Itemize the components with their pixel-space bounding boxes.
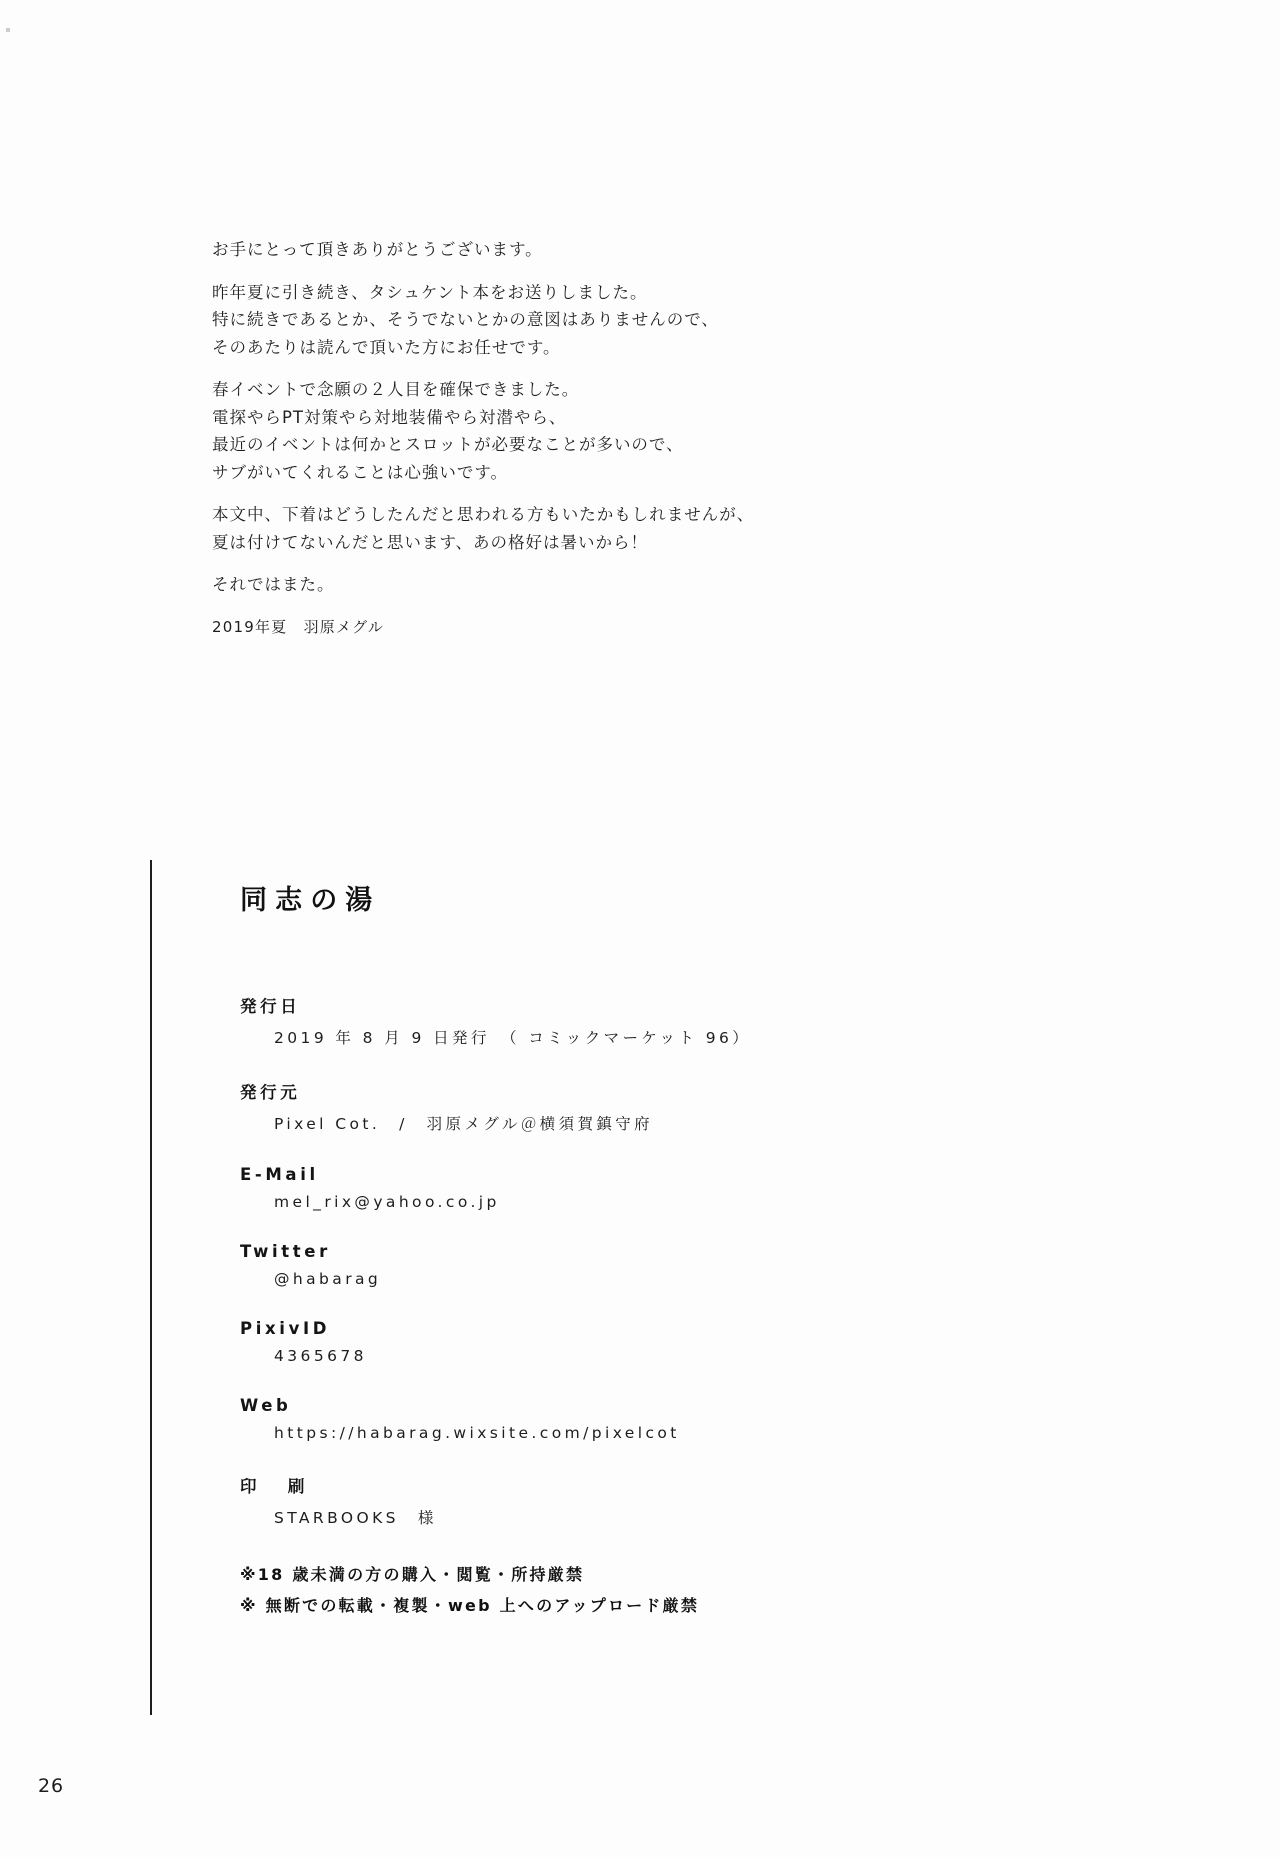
afterword-paragraph	[212, 577, 912, 594]
afterword-line: そのあたりは読んで頂いた方にお任せです。	[212, 337, 561, 357]
afterword-text	[212, 242, 912, 635]
afterword-paragraph	[212, 282, 912, 357]
colophon-field-twitter	[240, 1242, 850, 1288]
afterword-line: それではまた。	[212, 575, 335, 594]
page-number: 26	[38, 1775, 65, 1797]
colophon-notices	[240, 1562, 850, 1616]
afterword-paragraph	[212, 242, 912, 259]
colophon-field-web	[240, 1396, 850, 1442]
colophon-field-publication-date	[240, 993, 850, 1048]
afterword-line: 本文中、下着はどうしたんだと思われる方もいたかもしれませんが、	[212, 505, 755, 524]
field-label: 発行元	[240, 1083, 301, 1102]
colophon-field-printer	[240, 1473, 850, 1528]
colophon	[150, 860, 850, 1715]
field-label: E-Mail	[240, 1165, 319, 1184]
notice-age-restriction: ※18 歳未満の方の購入・閲覧・所持厳禁	[240, 1565, 585, 1584]
afterword-line: 春イベントで念願の２人目を確保できました。	[212, 380, 580, 399]
colophon-field-publisher	[240, 1079, 850, 1134]
field-value[interactable]: mel_rix@yahoo.co.jp	[274, 1193, 500, 1211]
colophon-fields	[240, 993, 850, 1528]
field-label: Twitter	[240, 1242, 331, 1261]
afterword-line: 電探やらPT対策やら対地装備やら対潜やら、	[212, 407, 567, 427]
field-value[interactable]: @habarag	[274, 1270, 382, 1288]
afterword-paragraph	[212, 507, 912, 551]
notice-reproduction-ban: ※ 無断での転載・複製・web 上へのアップロード厳禁	[240, 1596, 700, 1615]
field-value[interactable]: https://habarag.wixsite.com/pixelcot	[274, 1424, 680, 1442]
field-value: Pixel Cot. / 羽原メグル＠横須賀鎮守府	[274, 1115, 654, 1133]
colophon-field-email	[240, 1165, 850, 1211]
field-label: 発行日	[240, 997, 301, 1016]
afterword-line: サブがいてくれることは心強いです。	[212, 462, 509, 482]
corner-mark	[6, 28, 10, 32]
field-label: Web	[240, 1396, 292, 1415]
afterword-signature: 2019年夏 羽原メグル	[212, 617, 385, 636]
afterword-line: 最近のイベントは何かとスロットが必要なことが多いので、	[212, 435, 684, 454]
field-label: PixivID	[240, 1319, 331, 1338]
afterword-line: 夏は付けてないんだと思います、あの格好は暑いから！	[212, 532, 648, 552]
colophon-field-pixiv-id	[240, 1319, 850, 1365]
afterword-line: 特に続きであるとか、そうでないとかの意図はありませんので、	[212, 310, 719, 329]
afterword-line: 昨年夏に引き続き、タシュケント本をお送りしました。	[212, 282, 648, 302]
afterword-paragraph	[212, 382, 912, 481]
field-value: 4365678	[274, 1347, 367, 1365]
afterword-line: お手にとって頂きありがとうございます。	[212, 240, 543, 259]
colophon-title: 同志の湯	[240, 885, 381, 916]
field-value: 2019 年 8 月 9 日発行 （ コミックマーケット 96）	[274, 1029, 752, 1047]
field-value: STARBOOKS 様	[274, 1509, 437, 1527]
field-label: 印 刷	[240, 1477, 312, 1496]
